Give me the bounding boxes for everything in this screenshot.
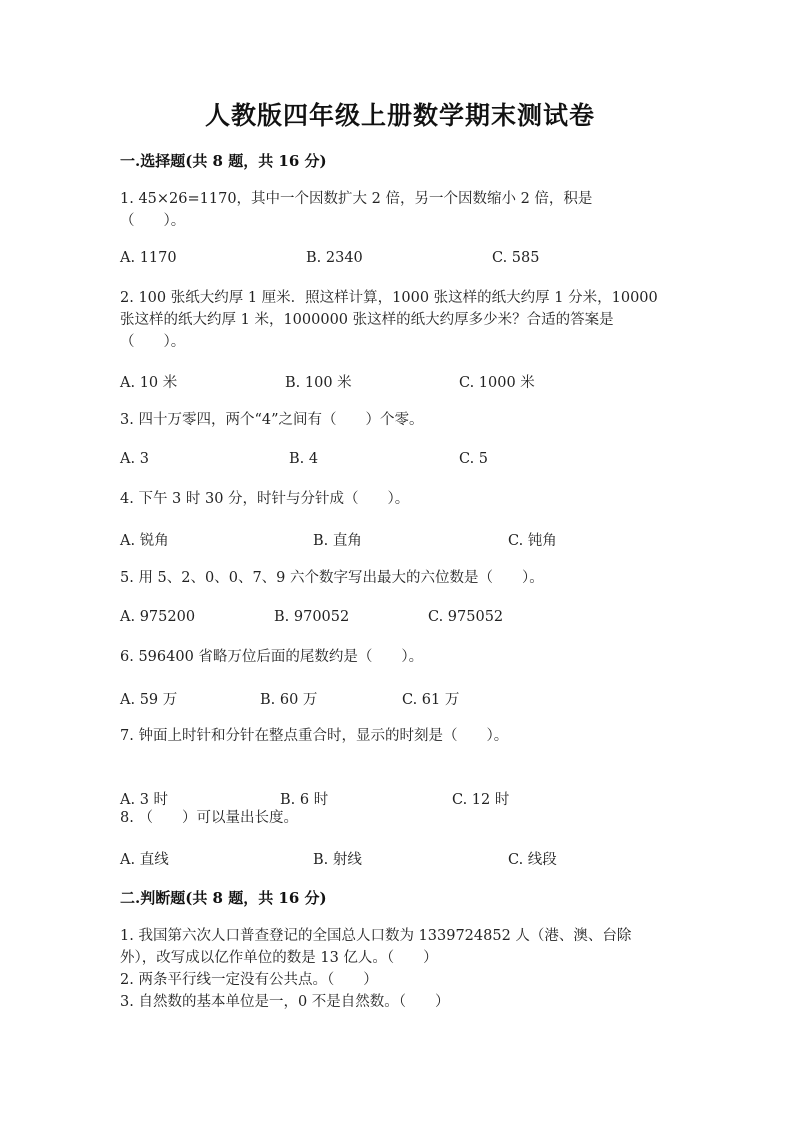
question-4-option-c: C. 钝角 <box>508 533 557 549</box>
question-5-option-a: A. 975200 <box>120 609 196 625</box>
judgment-2: 2. 两条平行线一定没有公共点。（ ） <box>120 972 378 988</box>
question-2-line-2: 张这样的纸大约厚 1 米，1000000 张这样的纸大约厚多少米？合适的答案是 <box>120 312 614 328</box>
question-3-option-a: A. 3 <box>120 451 149 467</box>
question-2-option-c: C. 1000 米 <box>459 375 535 391</box>
question-6-option-c: C. 61 万 <box>402 692 460 708</box>
page-title: 人教版四年级上册数学期末测试卷 <box>204 101 595 130</box>
question-8-option-a: A. 直线 <box>120 852 169 868</box>
question-1-line-1: 1. 45×26=1170，其中一个因数扩大 2 倍，另一个因数缩小 2 倍，积是 <box>120 191 593 207</box>
question-8-option-c: C. 线段 <box>508 852 557 868</box>
question-1-option-a: A. 1170 <box>120 250 177 266</box>
question-4: 4. 下午 3 时 30 分，时针与分针成（ ）。 <box>120 491 410 507</box>
question-2-option-b: B. 100 米 <box>285 375 352 391</box>
question-7-option-b: B. 6 时 <box>280 792 329 808</box>
question-6-option-a: A. 59 万 <box>120 692 178 708</box>
question-6: 6. 596400 省略万位后面的尾数约是（ ）。 <box>120 649 424 665</box>
section-heading-judgment: 二.判断题(共 8 题，共 16 分) <box>120 889 327 907</box>
question-7-option-c: C. 12 时 <box>452 792 510 808</box>
judgment-1-line-1: 1. 我国第六次人口普查登记的全国总人口数为 1339724852 人（港、澳、台除 <box>120 928 632 944</box>
question-7-option-a: A. 3 时 <box>120 792 169 808</box>
question-6-option-b: B. 60 万 <box>260 692 318 708</box>
judgment-1-line-2: 外），改写成以亿作单位的数是 13 亿人。（ ） <box>120 950 438 966</box>
question-1-option-c: C. 585 <box>492 250 540 266</box>
question-5-option-c: C. 975052 <box>428 609 504 625</box>
question-3-option-c: C. 5 <box>459 451 489 467</box>
question-5: 5. 用 5、2、0、0、7、9 六个数字写出最大的六位数是（ ）。 <box>120 570 544 586</box>
section-heading-choice: 一.选择题(共 8 题，共 16 分) <box>120 152 327 170</box>
question-8: 8. （ ）可以量出长度。 <box>120 810 298 826</box>
question-5-option-b: B. 970052 <box>274 609 350 625</box>
question-4-option-a: A. 锐角 <box>120 533 169 549</box>
question-4-option-b: B. 直角 <box>313 533 362 549</box>
question-3: 3. 四十万零四，两个“4”之间有（ ）个零。 <box>120 412 424 428</box>
question-1-option-b: B. 2340 <box>306 250 363 266</box>
question-3-option-b: B. 4 <box>289 451 319 467</box>
question-8-option-b: B. 射线 <box>313 852 362 868</box>
question-2-line-1: 2. 100 张纸大约厚 1 厘米．照这样计算，1000 张这样的纸大约厚 1 分米，10000 <box>120 290 658 306</box>
question-7: 7. 钟面上时针和分针在整点重合时，显示的时刻是（ ）。 <box>120 728 509 744</box>
question-1-line-2: （ ）。 <box>120 213 186 229</box>
judgment-3: 3. 自然数的基本单位是一，0 不是自然数。（ ） <box>120 994 450 1010</box>
question-2-line-3: （ ）。 <box>120 334 186 350</box>
question-2-option-a: A. 10 米 <box>120 375 178 391</box>
